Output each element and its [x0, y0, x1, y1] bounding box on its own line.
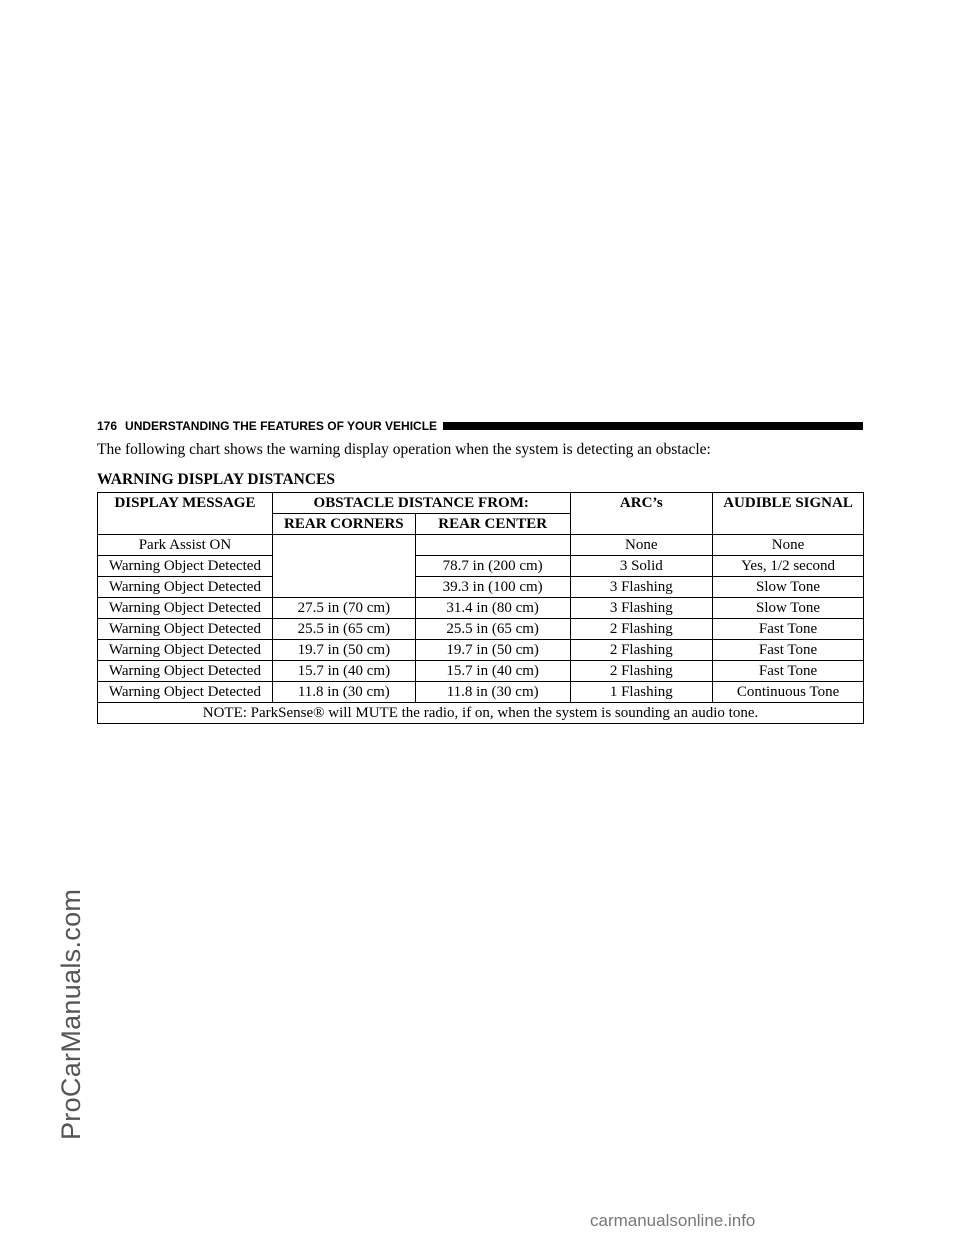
cell-arcs: 3 Flashing	[570, 577, 713, 598]
table-row	[98, 682, 864, 703]
cell-audible: Fast Tone	[713, 661, 864, 682]
table-row	[98, 577, 864, 598]
header-audible-signal: AUDIBLE SIGNAL	[713, 493, 864, 535]
cell-audible: Slow Tone	[713, 598, 864, 619]
cell-arcs: 2 Flashing	[570, 640, 713, 661]
intro-paragraph: The following chart shows the warning display operation when the system is detecting an obstacle:	[97, 441, 711, 458]
cell-rear-center: 19.7 in (50 cm)	[415, 640, 570, 661]
warning-distances-table	[97, 492, 864, 724]
table-row	[98, 556, 864, 577]
cell-message: Warning Object Detected	[98, 598, 273, 619]
cell-arcs: 1 Flashing	[570, 682, 713, 703]
page-header	[97, 418, 863, 434]
header-rule	[443, 422, 863, 430]
cell-audible: Slow Tone	[713, 577, 864, 598]
cell-audible: Yes, 1/2 second	[713, 556, 864, 577]
cell-audible: Fast Tone	[713, 619, 864, 640]
footer-watermark: carmanualsonline.info	[590, 1211, 756, 1230]
cell-rear-center: 78.7 in (200 cm)	[415, 556, 570, 577]
cell-rear-center: 39.3 in (100 cm)	[415, 577, 570, 598]
cell-message: Warning Object Detected	[98, 619, 273, 640]
side-watermark: ProCarManuals.com	[56, 888, 86, 1140]
cell-message: Warning Object Detected	[98, 577, 273, 598]
table-title: WARNING DISPLAY DISTANCES	[97, 471, 336, 488]
cell-rear-corners: 27.5 in (70 cm)	[272, 598, 415, 619]
cell-arcs: 2 Flashing	[570, 661, 713, 682]
cell-rear-center: 15.7 in (40 cm)	[415, 661, 570, 682]
cell-rear-center: 25.5 in (65 cm)	[415, 619, 570, 640]
cell-audible: None	[713, 535, 864, 556]
table-row	[98, 640, 864, 661]
cell-arcs: 3 Solid	[570, 556, 713, 577]
cell-rear-corners: 25.5 in (65 cm)	[272, 619, 415, 640]
cell-audible: Continuous Tone	[713, 682, 864, 703]
header-rear-center: REAR CENTER	[415, 514, 570, 535]
header-rear-corners: REAR CORNERS	[272, 514, 415, 535]
page-number: 176	[97, 419, 118, 433]
table-row	[98, 598, 864, 619]
cell-message: Warning Object Detected	[98, 556, 273, 577]
cell-message: Warning Object Detected	[98, 640, 273, 661]
table-row	[98, 535, 864, 556]
cell-rear-center	[415, 535, 570, 556]
cell-audible: Fast Tone	[713, 640, 864, 661]
cell-arcs: None	[570, 535, 713, 556]
cell-message: Warning Object Detected	[98, 661, 273, 682]
cell-rear-center: 11.8 in (30 cm)	[415, 682, 570, 703]
table-header-row	[98, 493, 864, 514]
table-row	[98, 661, 864, 682]
cell-arcs: 2 Flashing	[570, 619, 713, 640]
cell-message: Park Assist ON	[98, 535, 273, 556]
cell-rear-corners: 11.8 in (30 cm)	[272, 682, 415, 703]
section-title: UNDERSTANDING THE FEATURES OF YOUR VEHICLE	[125, 419, 438, 433]
cell-rear-corners: 15.7 in (40 cm)	[272, 661, 415, 682]
header-arcs: ARC’s	[570, 493, 713, 535]
table-note: NOTE: ParkSense® will MUTE the radio, if on, when the system is sounding an audio tone.	[98, 703, 864, 724]
header-obstacle-distance: OBSTACLE DISTANCE FROM:	[272, 493, 570, 514]
cell-message: Warning Object Detected	[98, 682, 273, 703]
table-row	[98, 619, 864, 640]
cell-rear-corners: 19.7 in (50 cm)	[272, 640, 415, 661]
cell-rear-corners-empty	[272, 535, 415, 598]
cell-rear-center: 31.4 in (80 cm)	[415, 598, 570, 619]
cell-arcs: 3 Flashing	[570, 598, 713, 619]
header-display-message: DISPLAY MESSAGE	[98, 493, 273, 535]
table-note-row	[98, 703, 864, 724]
